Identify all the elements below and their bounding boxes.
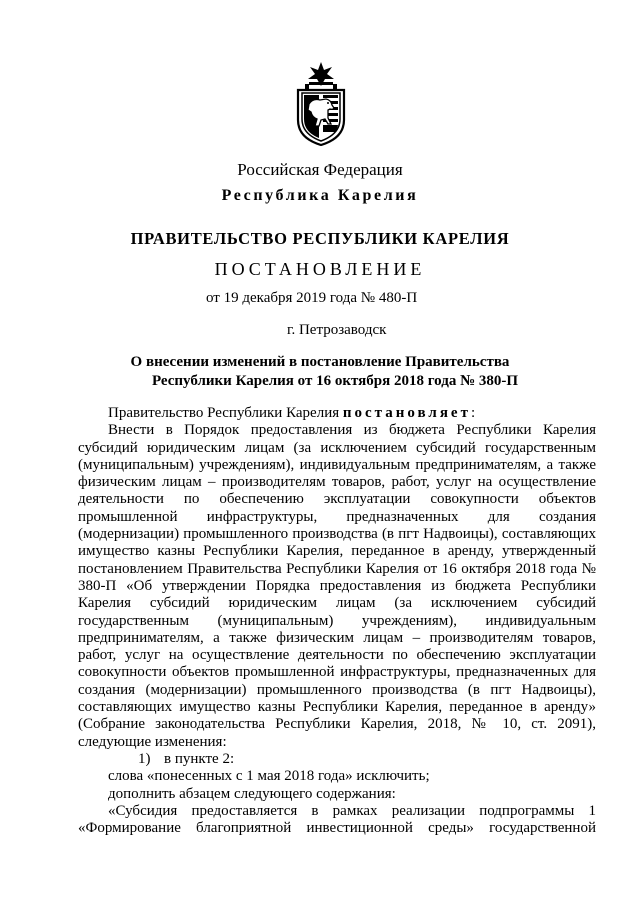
list-item xyxy=(78,751,596,768)
document-type: ПОСТАНОВЛЕНИЕ xyxy=(214,259,426,279)
intro-colon: : xyxy=(470,405,476,421)
item-text: в пункте 2: xyxy=(164,750,235,767)
country-name: Российская Федерация xyxy=(237,160,403,179)
karelia-coat-of-arms-icon xyxy=(295,62,347,146)
main-paragraph: Внести в Порядок предоставления из бюджета Республики Карелия субсидий юридическим лицам (за исключением субсидий государственным (муниципальным) учреждениям), индивидуальным предпринимателям, а также физическим лицам – производителям товаров, работ, услуг на осуществление деятельности по обеспечению эксплуатации совокупности объектов промышленной инфраструктуры, предназначенных для создания (модернизации) промышленного производства (в пгт Надвоицы), составляющих имущество казны Республики Карелия, переданное в аренду, утвержденный постановлением Правительства Республики Карелия от 16 октября 2018 года № 380-П «Об утверждении Порядка предоставления из бюджета Республики Карелия субсидий юридическим лицам (за исключением субсидий государственным (муниципальным) учреждениям), индивидуальным предпринимателям, а также физическим лицам – производителям товаров, работ, услуг на осуществление деятельности по обеспечению эксплуатации совокупности объектов промышленной инфраструктуры, предназначенных для создания (модернизации) промышленного производства (в пгт Надвоицы), составляющих имущество казны Республики Карелия, переданное в аренду» (Собрание законодательства Республики Карелия, 2018, № 10, ст. 2091), следующие изменения: xyxy=(78,422,596,750)
document-title xyxy=(0,353,640,391)
document-body xyxy=(78,405,596,837)
quote-line-1: «Субсидия предоставляется в рамках реализации подпрограммы 1 xyxy=(108,802,596,819)
document-date-number: от 19 декабря 2019 года № 480-П xyxy=(206,290,418,306)
title-line-1: О внесении изменений в постановление Правительства xyxy=(130,354,510,370)
remove-clause: слова «понесенных с 1 мая 2018 года» исключить; xyxy=(108,768,430,785)
item-number: 1) xyxy=(138,750,151,767)
document-city: г. Петрозаводск xyxy=(287,322,387,338)
add-clause: дополнить абзацем следующего содержания: xyxy=(108,785,396,802)
intro-text: Правительство Республики Карелия xyxy=(108,405,343,421)
intro-keyword: постановляет xyxy=(342,405,471,421)
republic-name: Республика Карелия xyxy=(221,187,419,204)
quote-line-2: «Формирование благоприятной инвестиционной среды» государственной xyxy=(78,820,596,837)
intro-paragraph xyxy=(78,405,596,422)
government-name: ПРАВИТЕЛЬСТВО РЕСПУБЛИКИ КАРЕЛИЯ xyxy=(130,229,510,248)
title-line-2: Республики Карелия от 16 октября 2018 года № 380-П xyxy=(151,373,519,389)
